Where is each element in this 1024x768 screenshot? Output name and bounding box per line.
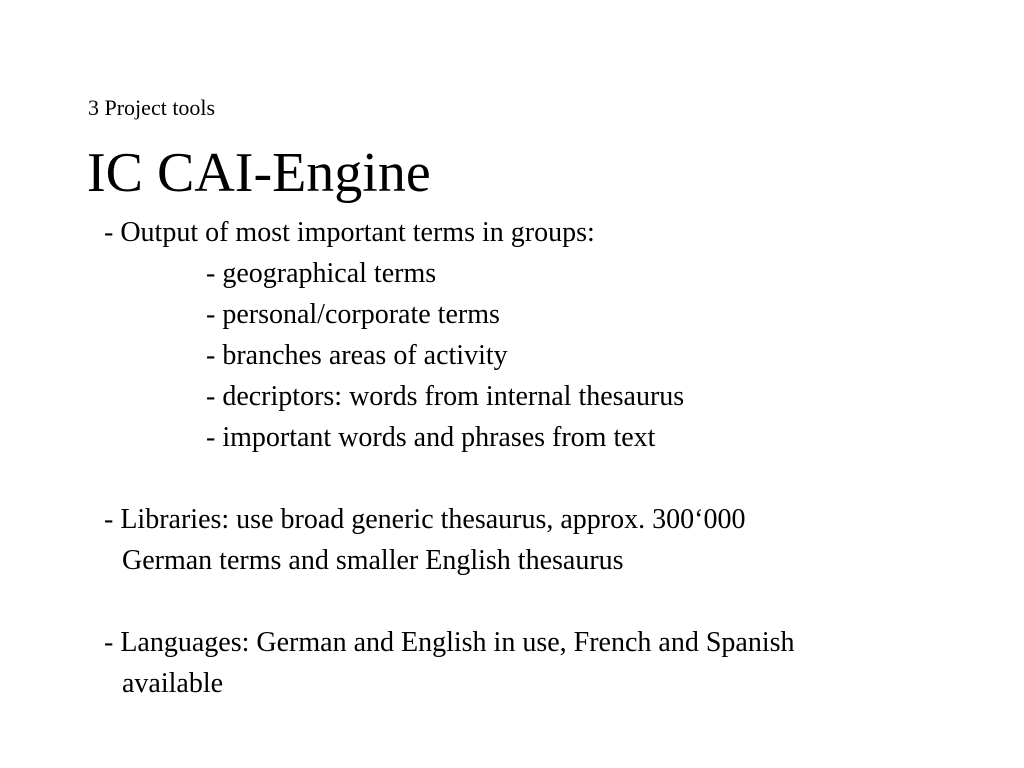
group-item: - branches areas of activity	[206, 340, 508, 371]
libraries-bullet-continuation: German terms and smaller English thesaurus	[122, 545, 624, 576]
group-item: - decriptors: words from internal thesaurus	[206, 381, 685, 412]
group-item: - personal/corporate terms	[206, 299, 500, 330]
slide-title: IC CAI-Engine	[87, 142, 431, 204]
group-item: - important words and phrases from text	[206, 422, 656, 453]
group-item: - geographical terms	[206, 258, 437, 289]
languages-bullet-continuation: available	[122, 668, 224, 699]
section-label: 3 Project tools	[88, 95, 216, 120]
libraries-bullet: - Libraries: use broad generic thesaurus, approx. 300‘000	[104, 504, 746, 535]
languages-bullet: - Languages: German and English in use, French and Spanish	[104, 627, 795, 658]
output-intro: - Output of most important terms in groups:	[104, 217, 595, 248]
